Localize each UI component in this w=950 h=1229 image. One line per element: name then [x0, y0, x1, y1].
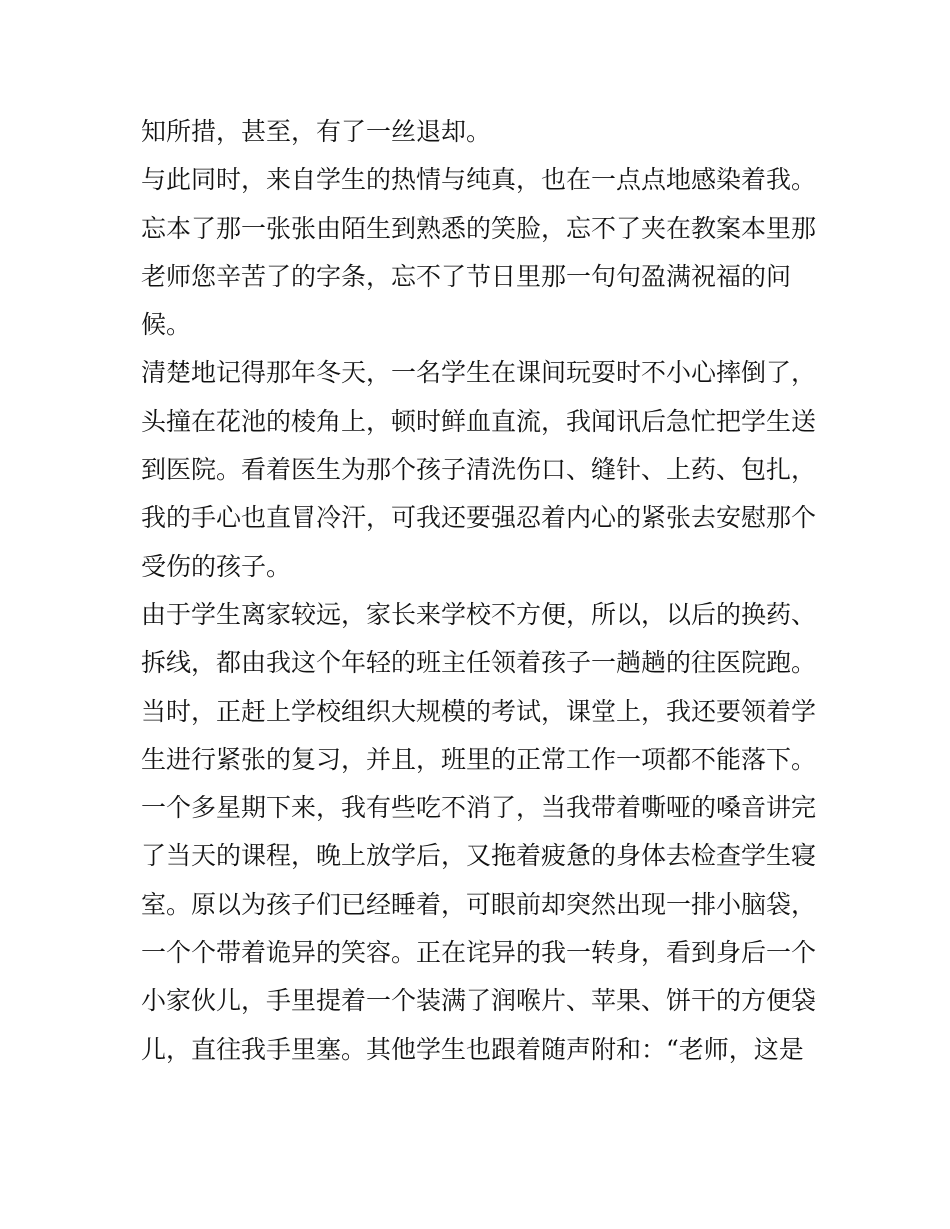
- text-line: 我的手心也直冒冷汗，可我还要强忍着内心的紧张去安慰那个: [141, 503, 817, 533]
- text-line: 儿，直往我手里塞。其他学生也跟着随声附和：“老师，这是: [141, 1034, 804, 1064]
- text-line: 受伤的孩子。: [141, 551, 292, 581]
- text-line: 头撞在花池的棱角上，顿时鲜血直流，我闻讯后急忙把学生送: [141, 406, 817, 436]
- text-line: 生进行紧张的复习，并且，班里的正常工作一项都不能落下。: [141, 744, 817, 774]
- text-line: 了当天的课程，晚上放学后，又拖着疲惫的身体去检查学生寝: [141, 841, 817, 871]
- text-line: 候。: [141, 310, 192, 340]
- text-line: 小家伙儿，手里提着一个装满了润喉片、苹果、饼干的方便袋: [141, 986, 817, 1016]
- text-line: 忘本了那一张张由陌生到熟悉的笑脸，忘不了夹在教案本里那: [141, 213, 817, 243]
- text-line: 由于学生离家较远，家长来学校不方便，所以，以后的换药、: [141, 599, 817, 629]
- text-line: 到医院。看着医生为那个孩子清洗伤口、缝针、上药、包扎，: [141, 455, 817, 485]
- text-line: 与此同时，来自学生的热情与纯真，也在一点点地感染着我。: [141, 165, 817, 195]
- text-line: 知所措，甚至，有了一丝退却。: [141, 117, 492, 146]
- body-text: [141, 108, 821, 1074]
- text-line: 室。原以为孩子们已经睡着，可眼前却突然出现一排小脑袋，: [141, 889, 817, 919]
- text-line: 一个个带着诡异的笑容。正在诧异的我一转身，看到身后一个: [141, 938, 817, 968]
- text-line: 清楚地记得那年冬天，一名学生在课间玩耍时不小心摔倒了，: [141, 358, 817, 388]
- text-line: 老师您辛苦了的字条，忘不了节日里那一句句盈满祝福的问: [141, 261, 792, 291]
- text-line: 当时，正赶上学校组织大规模的考试，课堂上，我还要领着学: [141, 696, 817, 726]
- text-line: 一个多星期下来，我有些吃不消了，当我带着嘶哑的嗓音讲完: [141, 793, 817, 823]
- text-line: 拆线，都由我这个年轻的班主任领着孩子一趟趟的往医院跑。: [141, 648, 817, 678]
